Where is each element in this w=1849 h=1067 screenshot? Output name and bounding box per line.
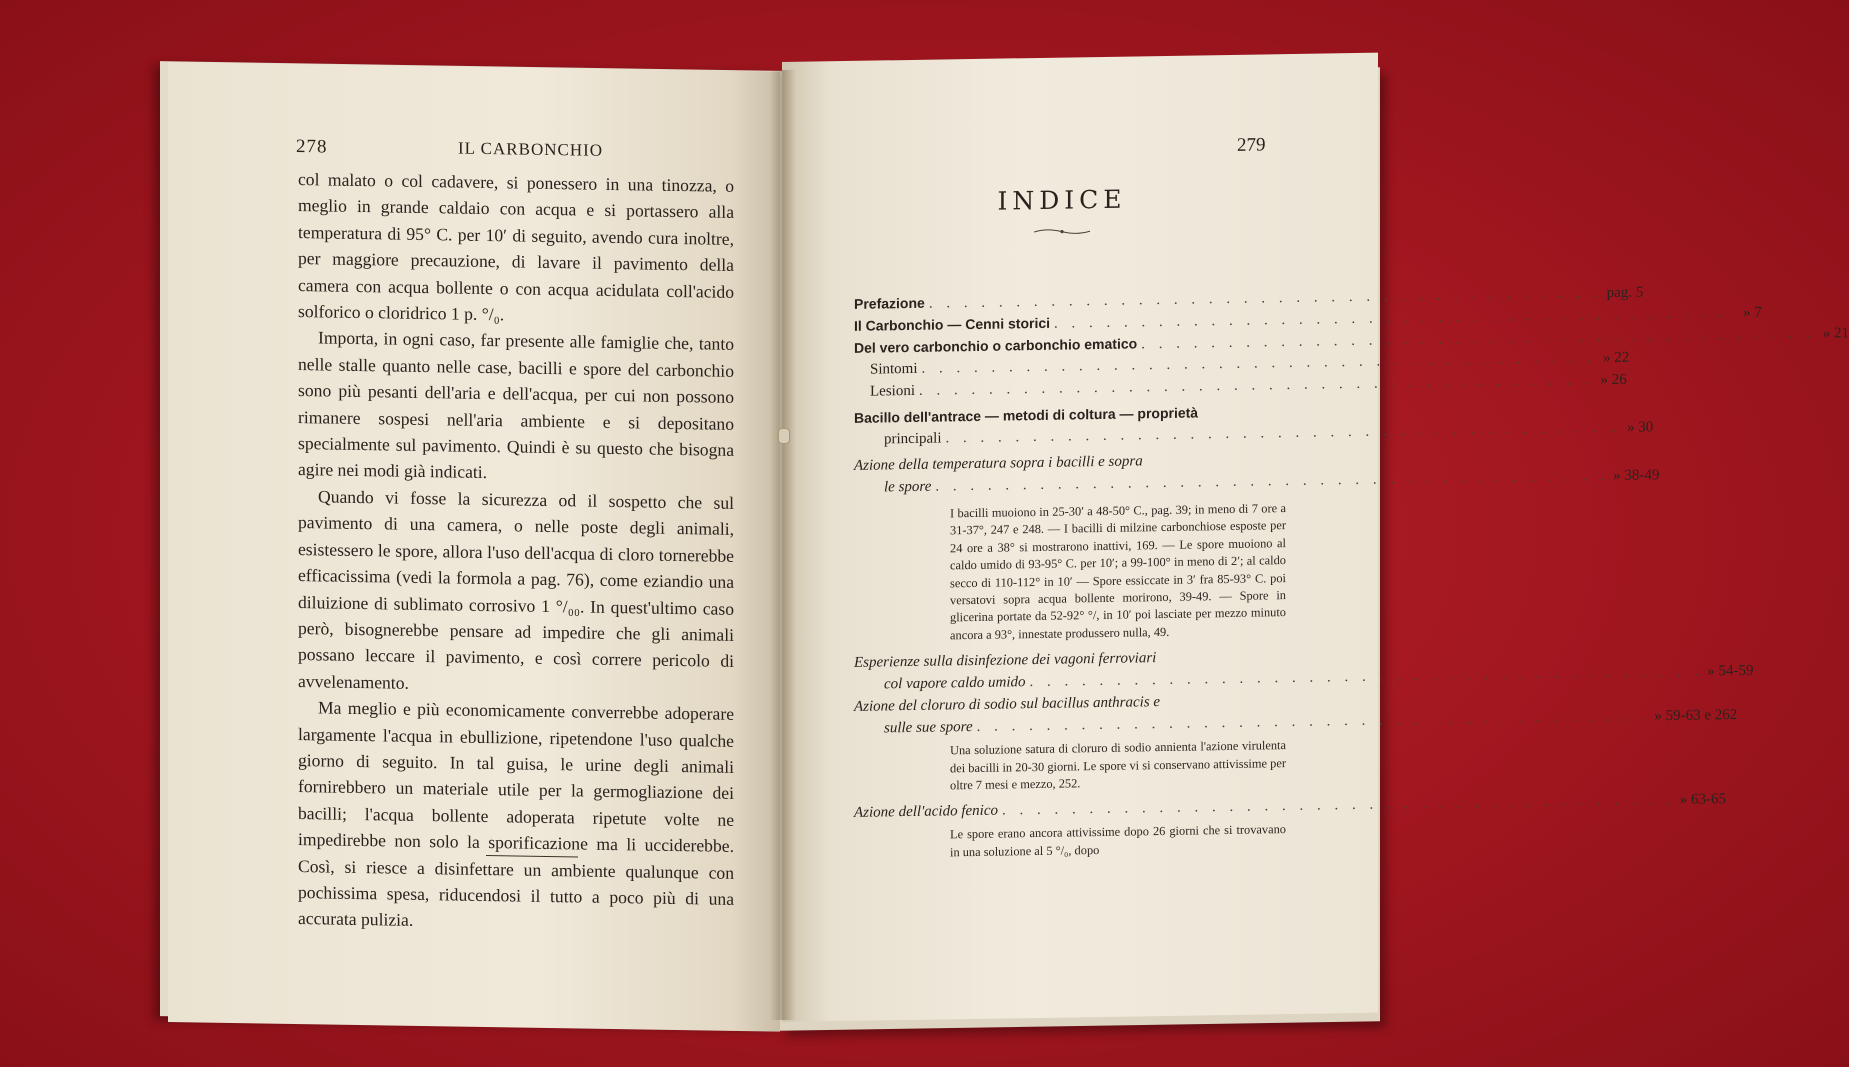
index-entry-title: principali	[884, 430, 942, 448]
left-page-number: 278	[296, 136, 328, 158]
index-entry-page: » 22	[1603, 349, 1630, 367]
index-entry-title: Prefazione	[854, 294, 925, 312]
paragraph: col malato o col cadavere, si ponessero in una tinozza, o meglio in grande caldaio con acqua e si portassero alla temperatura di 95° C. per 10′ di seguito, avendo cura inoltre, per maggiore precauzione, di lavare il pavimento della camera con acqua bollente o con acqua acidulata coll'acido solforico o cloridrico 1 p. °/₀.	[298, 169, 734, 325]
index-entry	[854, 791, 1727, 825]
index-entry-page: pag. 5	[1606, 284, 1644, 302]
index-entry-title: Azione del cloruro di sodio sul bacillus anthracis e	[854, 694, 1161, 716]
index-note: I bacilli muoiono in 25-30′ a 48-50° C., pag. 39; in meno di 7 ore a 31-37°, 247 e 248. — I bacilli di milzine carbonchiose esposte per 24 ore a 38° si mostrarono inattivi, 169. — Le spore muoiono al caldo umido di 93-95° C. per 10′; a 99-100° in meno di 2′; al caldo secco di 110-112° in 10′ — Spore essiccate in 3′ fra 85-93° C. poi versatovi sopra acqua bollente morirono, 39-49. — Spore in glicerina portate da 52-92° °/, in 10′ poi lasciate per mezzo minuto ancora a 93°, innestate produssero nulla, 49.	[950, 501, 1286, 643]
index-entry-page: » 21	[1822, 325, 1849, 342]
paragraph: Ma meglio e più economicamente converrebbe adoperare largamente l'acqua in ebullizione, ripetendone l'uso qualche giorno di seguito. In tal guisa, le urine degli animali fornirebbero un materiale utile per la germogliazione dei bacilli; l'acqua bollente adoperata ripetute volte ne impedirebbe non solo la sporificazione ma li ucciderebbe. Così, si riesce a disinfettare un ambiente qualunque con pochissima spesa, riducendosi il tutto a poco più di una accurata pulizia.	[298, 697, 734, 931]
index-entry-title: Il Carbonchio — Cenni storici	[854, 314, 1051, 334]
leader-dots: . . . . . . . . . . . . . . . . . . . . . . . . . . . . . . . . . . . . . . .	[1141, 325, 1815, 353]
leader-dots: . . . . . . . . . . . . . . . . . . . . . . . . . . . . . . . . . . . . . . .	[945, 419, 1620, 447]
index-note: Le spore erano ancora attivissime dopo 26 giorni che si trovavano in una soluzione al 5 °/₀, dopo	[950, 822, 1286, 860]
index-entry-title: Esperienze sulla disinfezione dei vagoni ferroviari	[854, 650, 1157, 672]
right-page-number: 279	[1237, 134, 1266, 156]
paragraph: Quando vi fosse la sicurezza od il sospetto che sul pavimento di una camera, o nelle poste degli animali, esistessero le spore, allora l'uso dell'acqua di cloro tornerebbe efficacissima (vedi la formola a pag. 76), come eziandio una diluizione di sublimato corrosivo 1 °/₀₀. In quest'ultimo caso però, bisognerebbe pensare ad impedire che gli animali possano leccare il pavimento, e così correre pericolo di avvelenamento.	[298, 486, 734, 693]
table-of-contents	[854, 284, 1849, 869]
index-entry-page: » 63-65	[1679, 791, 1727, 809]
leader-dots: . . . . . . . . . . . . . . . . . . . . . . . . . . . . . . . . . . . . . . .	[921, 350, 1596, 377]
index-entry-title: Azione dell'acido fenico	[854, 803, 999, 822]
index-entry-title: le spore	[884, 478, 932, 496]
right-page	[782, 53, 1849, 1022]
leader-dots: . . . . . . . . . . . . . . . . . . . . . . . . . . . . . . . . . . . . . . .	[1002, 792, 1676, 820]
leader-dots: . . . . . . . . . . . . . . . . . . . . . . . . . . . . . . . . . . . . . . .	[919, 372, 1593, 399]
binding-stitch	[778, 428, 790, 444]
paragraph: Importa, in ogni caso, far presente alle famiglie che, tanto nelle stalle quanto nelle case, bacilli e spore del carbonchio sono più pesanti dell'aria e dell'acqua, per cui non possono rimanere sospesi nell'aria ambiente e si depositano specialmente sul pavimento. Quindi è su questo che bisogna agire nei modi già indicati.	[298, 327, 734, 483]
index-entry-title: Bacillo dell'antrace — metodi di coltura — proprietà	[854, 404, 1199, 426]
index-entry-title: sulle sue spore	[884, 719, 973, 737]
index-entry-page: » 54-59	[1707, 662, 1754, 680]
leader-dots: . . . . . . . . . . . . . . . . . . . . . . . . . . . . . . . . . . . . . . .	[928, 285, 1603, 312]
index-entry-title: Lesioni	[870, 382, 915, 400]
index-entry-page: » 59-63 e 262	[1654, 707, 1738, 725]
left-page	[168, 62, 780, 1032]
leader-dots: . . . . . . . . . . . . . . . . . . . . . . . . . . . . . . . . . . . . . . .	[935, 468, 1610, 495]
index-entry-page: » 30	[1626, 419, 1654, 436]
index-entry-title: Del vero carbonchio o carbonchio ematico	[854, 335, 1138, 356]
leader-dots: . . . . . . . . . . . . . . . . . . . . . . . . . . . . . . . . . . . . . . .	[1029, 663, 1704, 691]
index-entry-page: » 7	[1743, 304, 1762, 321]
left-page-body	[298, 166, 734, 939]
index-entry-title: col vapore caldo umido	[884, 674, 1026, 693]
leader-dots: . . . . . . . . . . . . . . . . . . . . . . . . . . . . . . . . . . . . . . .	[1054, 305, 1728, 332]
index-entry-page: » 38-49	[1613, 467, 1660, 484]
leader-dots: . . . . . . . . . . . . . . . . . . . . . . . . . . . . . . . . . . . . . . .	[976, 708, 1651, 736]
index-heading: INDICE	[997, 184, 1127, 216]
ornament-icon	[1032, 227, 1092, 236]
index-note: Una soluzione satura di cloruro di sodio annienta l'azione virulenta dei bacilli in 20-30 giorni. Le spore vi si conservano attivissime per oltre 7 mesi e mezzo, 252.	[950, 738, 1286, 793]
index-entry-title: Sintomi	[870, 360, 918, 378]
book-gutter	[770, 70, 796, 1020]
left-running-title: IL CARBONCHIO	[458, 138, 604, 160]
index-entry-page: » 26	[1600, 371, 1627, 389]
index-entry-title: Azione della temperatura sopra i bacilli e sopra	[854, 453, 1143, 474]
